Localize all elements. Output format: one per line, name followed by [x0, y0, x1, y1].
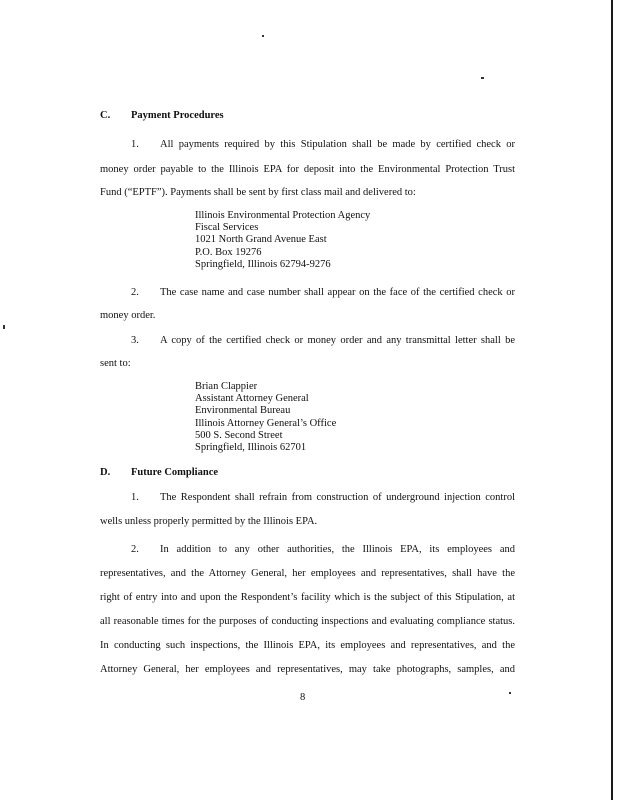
address-line: Assistant Attorney General [195, 393, 309, 405]
address-line: Springfield, Illinois 62701 [195, 442, 307, 454]
address-line: Illinois Attorney General’s Office [195, 417, 337, 429]
paragraph-line: The Respondent shall refrain from construction of underground injection control [160, 492, 515, 503]
paragraph-number: 2. [131, 544, 139, 555]
address-line: Environmental Bureau [195, 405, 291, 417]
address-line: P.O. Box 19276 [195, 246, 262, 258]
address-line: Illinois Environmental Protection Agency [195, 210, 371, 221]
paragraph-number: 1. [131, 139, 139, 150]
paragraph-number: 2. [131, 287, 139, 298]
paragraph-line: All payments required by this Stipulation shall be made by certified check or [160, 139, 515, 150]
scan-speck [481, 77, 484, 79]
scan-edge [611, 0, 613, 800]
paragraph-line: The case name and case number shall appear on the face of the certified check or [160, 287, 515, 298]
paragraph-line: money order. [100, 310, 156, 321]
paragraph-line: all reasonable times for the purposes of conducting inspections and evaluating compliance status. [100, 616, 515, 627]
section-d-letter: D. [100, 467, 111, 478]
paragraph-line: In addition to any other authorities, the Illinois EPA, its employees and [160, 544, 515, 555]
paragraph-line: wells unless properly permitted by the Illinois EPA. [100, 516, 318, 527]
scan-speck [509, 692, 511, 694]
paragraph-line: In conducting such inspections, the Illinois EPA, its employees and representatives, and the [100, 640, 515, 651]
epa-address-block [195, 210, 370, 271]
page-number: 8 [300, 692, 306, 703]
paragraph-line: Attorney General, her employees and representatives, may take photographs, samples, and [100, 664, 515, 675]
section-c-title: Payment Procedures [131, 110, 224, 121]
scan-speck [262, 35, 264, 37]
paragraph-number: 3. [131, 335, 139, 346]
attorney-address-block [195, 381, 336, 454]
paragraph-number: 1. [131, 492, 139, 503]
section-d-title: Future Compliance [131, 467, 219, 478]
paragraph-line: right of entry into and upon the Respondent’s facility which is the subject of this Stipulation, at [100, 592, 515, 603]
paragraph-line: sent to: [100, 358, 131, 369]
address-line: Springfield, Illinois 62794-9276 [195, 258, 331, 270]
paragraph-line: money order payable to the Illinois EPA for deposit into the Environmental Protection Trust [100, 164, 515, 175]
scan-speck [3, 325, 5, 329]
paragraph-line: A copy of the certified check or money order and any transmittal letter shall be [160, 335, 515, 346]
paragraph-line: representatives, and the Attorney General, her employees and representatives, shall have the [100, 568, 515, 579]
paragraph-line: Fund (“EPTF”). Payments shall be sent by first class mail and delivered to: [100, 187, 416, 198]
section-c-letter: C. [100, 110, 111, 121]
address-line: 1021 North Grand Avenue East [195, 234, 327, 246]
address-line: Brian Clappier [195, 381, 258, 392]
address-line: Fiscal Services [195, 222, 259, 234]
address-line: 500 S. Second Street [195, 429, 283, 441]
